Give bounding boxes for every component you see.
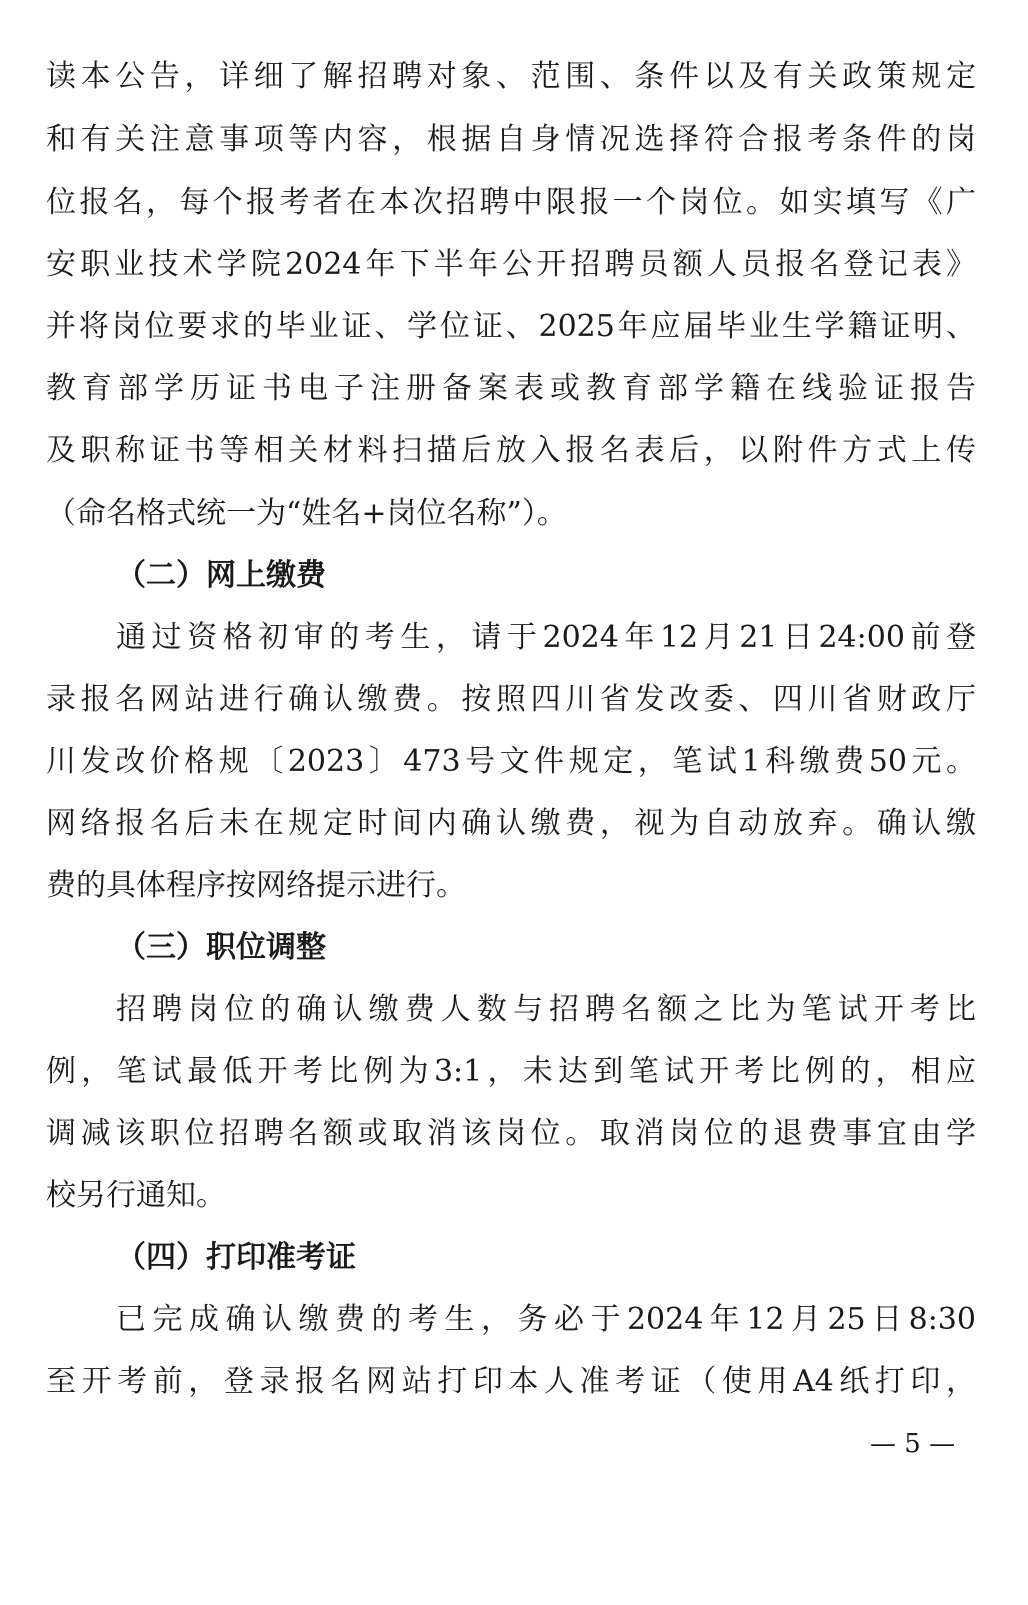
- paragraph-line: 调减该职位招聘名额或取消该岗位。取消岗位的退费事宜由学: [46, 1116, 976, 1151]
- paragraph-line: 川发改价格规〔2023〕473号文件规定，笔试1科缴费50元。: [46, 744, 976, 779]
- section-heading: （二）网上缴费: [116, 558, 326, 593]
- paragraph-line: 读本公告，详细了解招聘对象、范围、条件以及有关政策规定: [46, 59, 976, 94]
- paragraph-line: 安职业技术学院2024年下半年公开招聘员额人员报名登记表》: [46, 247, 976, 282]
- paragraph-line: 至开考前，登录报名网站打印本人准考证（使用A4纸打印，: [46, 1364, 976, 1399]
- paragraph-line: 位报名，每个报考者在本次招聘中限报一个岗位。如实填写《广: [46, 185, 976, 220]
- paragraph-line: 费的具体程序按网络提示进行。: [46, 868, 466, 903]
- page-number: — 5 —: [870, 1429, 956, 1459]
- paragraph-line: 通过资格初审的考生，请于2024年12月21日24:00前登: [116, 620, 976, 655]
- paragraph-line: 招聘岗位的确认缴费人数与招聘名额之比为笔试开考比: [116, 992, 976, 1027]
- paragraph-line: 并将岗位要求的毕业证、学位证、2025年应届毕业生学籍证明、: [46, 309, 976, 344]
- paragraph-line: （命名格式统一为“姓名+岗位名称”）。: [46, 496, 567, 531]
- paragraph-line: 和有关注意事项等内容，根据自身情况选择符合报考条件的岗: [46, 122, 976, 157]
- paragraph-line: 校另行通知。: [46, 1178, 226, 1213]
- paragraph-line: 网络报名后未在规定时间内确认缴费，视为自动放弃。确认缴: [46, 806, 976, 841]
- paragraph-line: 录报名网站进行确认缴费。按照四川省发改委、四川省财政厅: [46, 682, 976, 717]
- section-heading: （四）打印准考证: [116, 1240, 356, 1275]
- paragraph-line: 已完成确认缴费的考生，务必于2024年12月25日8:30: [116, 1302, 976, 1337]
- paragraph-line: 例，笔试最低开考比例为3:1，未达到笔试开考比例的，相应: [46, 1054, 976, 1089]
- paragraph-line: 及职称证书等相关材料扫描后放入报名表后，以附件方式上传: [46, 433, 976, 468]
- paragraph-line: 教育部学历证书电子注册备案表或教育部学籍在线验证报告: [46, 371, 976, 406]
- section-heading: （三）职位调整: [116, 930, 326, 965]
